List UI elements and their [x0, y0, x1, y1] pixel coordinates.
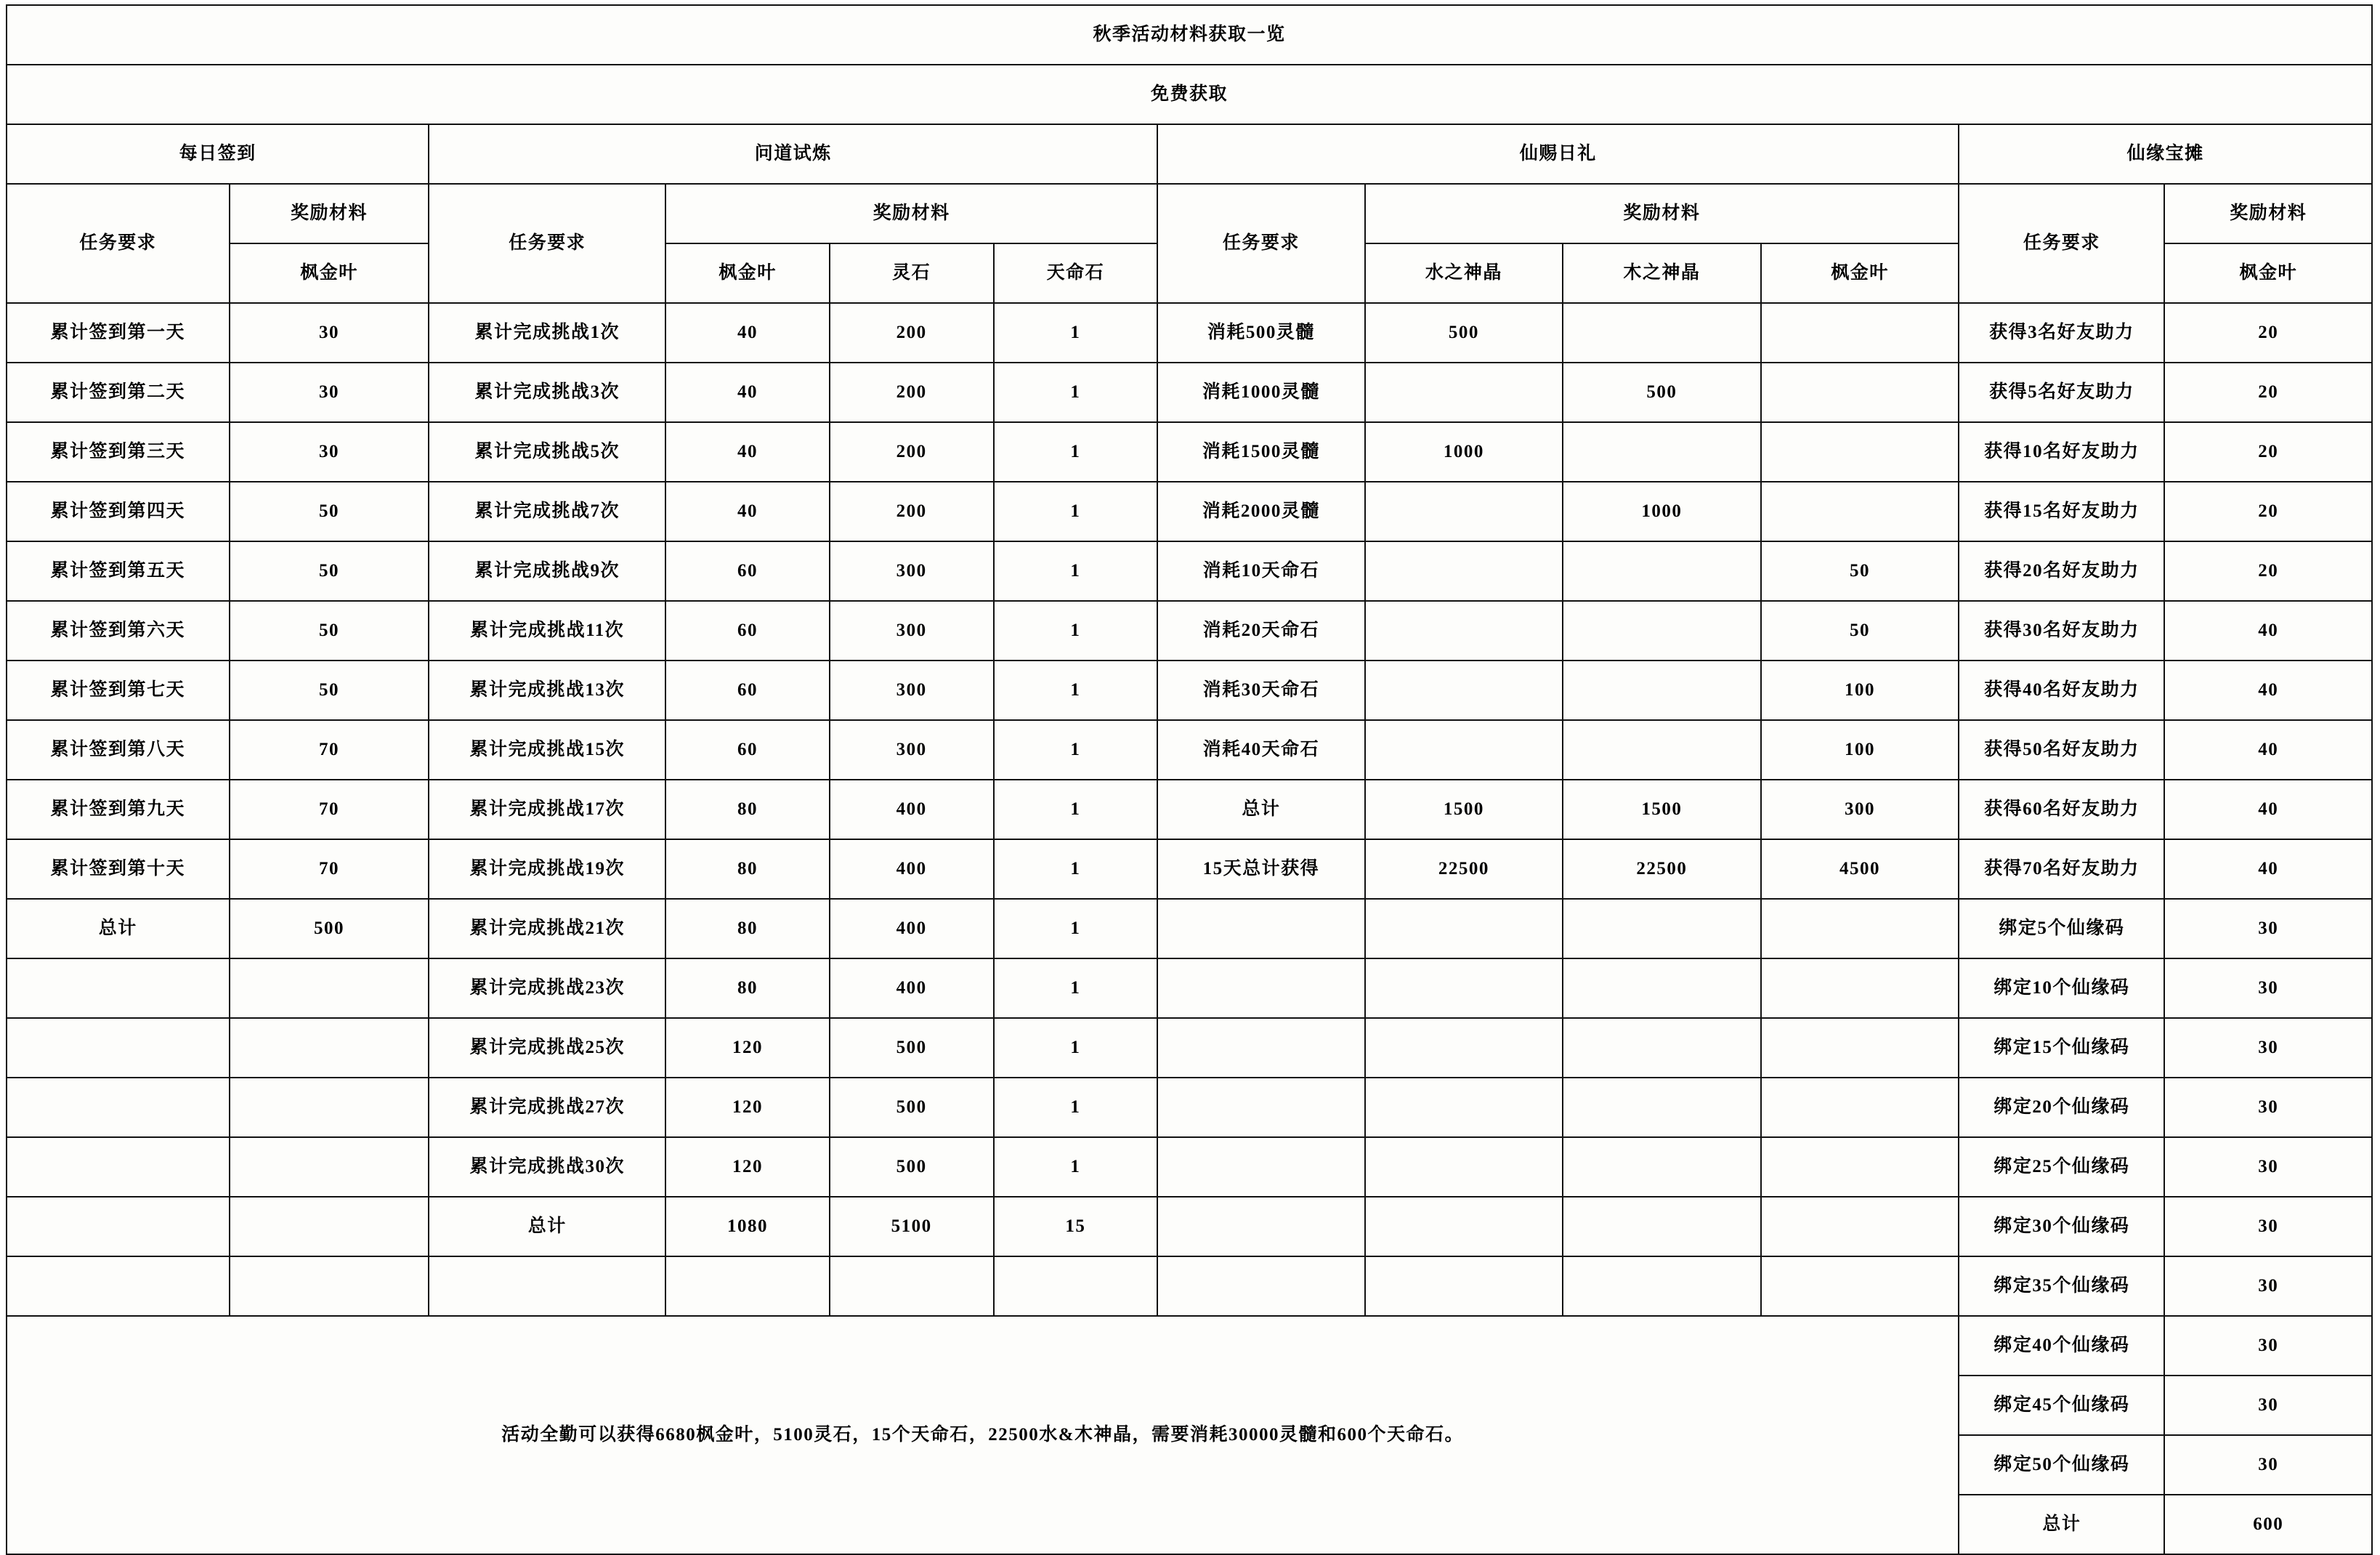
table-row	[7, 1316, 2372, 1376]
cell-stall-task[interactable]: 总计	[1959, 1495, 2164, 1554]
cell-trial-fengjinye[interactable]: 1080	[665, 1197, 830, 1256]
cell-stall-fengjinye[interactable]: 30	[2164, 958, 2372, 1018]
colhead-trial-task: 任务要求	[429, 184, 665, 303]
cell-stall-task[interactable]: 获得20名好友助力	[1959, 541, 2164, 601]
cell-gift-shuizhishenjing[interactable]	[1365, 601, 1563, 661]
cell-trial-task[interactable]: 累计完成挑战17次	[429, 780, 665, 839]
cell-daily-task[interactable]: 累计签到第四天	[7, 482, 230, 541]
cell-trial-lingshi[interactable]: 5100	[830, 1197, 994, 1256]
cell-trial-task[interactable]: 累计完成挑战30次	[429, 1137, 665, 1197]
cell-gift-shuizhishenjing[interactable]	[1365, 958, 1563, 1018]
cell-gift-fengjinye[interactable]	[1761, 1018, 1959, 1078]
cell-gift-muzhishenjing[interactable]	[1563, 1018, 1761, 1078]
cell-daily-fengjinye[interactable]: 30	[230, 363, 429, 422]
cell-gift-task[interactable]: 消耗2000灵髓	[1157, 482, 1364, 541]
cell-daily-fengjinye[interactable]	[230, 1137, 429, 1197]
cell-daily-task[interactable]	[7, 1078, 230, 1137]
cell-stall-task[interactable]: 获得40名好友助力	[1959, 661, 2164, 720]
cell-stall-fengjinye[interactable]: 20	[2164, 303, 2372, 363]
cell-trial-lingshi[interactable]: 200	[830, 482, 994, 541]
cell-daily-fengjinye[interactable]	[230, 1078, 429, 1137]
cell-gift-fengjinye[interactable]: 300	[1761, 780, 1959, 839]
cell-daily-fengjinye[interactable]: 50	[230, 482, 429, 541]
title-row	[7, 5, 2372, 65]
cell-gift-shuizhishenjing[interactable]	[1365, 1137, 1563, 1197]
table-row	[7, 303, 2372, 363]
cell-trial-task[interactable]: 累计完成挑战19次	[429, 839, 665, 899]
cell-daily-fengjinye[interactable]: 30	[230, 303, 429, 363]
page-title: 秋季活动材料获取一览	[7, 5, 2372, 65]
cell-gift-muzhishenjing[interactable]	[1563, 720, 1761, 780]
section-title-free: 免费获取	[7, 65, 2372, 124]
colhead-trial-mat-tianmingshi: 天命石	[994, 243, 1158, 303]
cell-trial-task[interactable]: 累计完成挑战21次	[429, 899, 665, 958]
cell-trial-tianmingshi[interactable]: 1	[994, 541, 1158, 601]
cell-stall-task[interactable]: 绑定40个仙缘码	[1959, 1316, 2164, 1376]
cell-daily-task[interactable]: 累计签到第一天	[7, 303, 230, 363]
cell-gift-task[interactable]: 消耗30天命石	[1157, 661, 1364, 720]
cell-gift-task[interactable]	[1157, 899, 1364, 958]
cell-gift-fengjinye[interactable]	[1761, 363, 1959, 422]
cell-trial-fengjinye[interactable]: 40	[665, 303, 830, 363]
cell-gift-muzhishenjing[interactable]	[1563, 958, 1761, 1018]
colhead-trial-mat-fengjinye: 枫金叶	[665, 243, 830, 303]
cell-trial-tianmingshi[interactable]: 1	[994, 839, 1158, 899]
colhead-daily-reward: 奖励材料	[230, 184, 429, 243]
cell-stall-fengjinye[interactable]: 30	[2164, 1316, 2372, 1376]
cell-stall-fengjinye[interactable]: 30	[2164, 1376, 2372, 1435]
cell-daily-fengjinye[interactable]	[230, 1197, 429, 1256]
cell-trial-fengjinye[interactable]: 120	[665, 1078, 830, 1137]
cell-daily-task[interactable]	[7, 1256, 230, 1316]
cell-gift-shuizhishenjing[interactable]	[1365, 899, 1563, 958]
table-row	[7, 720, 2372, 780]
cell-trial-tianmingshi[interactable]: 1	[994, 899, 1158, 958]
cell-daily-fengjinye[interactable]: 70	[230, 839, 429, 899]
cell-trial-fengjinye[interactable]: 80	[665, 839, 830, 899]
cell-daily-task[interactable]	[7, 1018, 230, 1078]
cell-stall-task[interactable]: 绑定45个仙缘码	[1959, 1376, 2164, 1435]
table-row	[7, 1018, 2372, 1078]
cell-trial-tianmingshi[interactable]: 1	[994, 720, 1158, 780]
cell-trial-fengjinye[interactable]: 80	[665, 899, 830, 958]
cell-trial-tianmingshi[interactable]: 1	[994, 780, 1158, 839]
cell-trial-lingshi[interactable]: 300	[830, 661, 994, 720]
cell-gift-shuizhishenjing[interactable]: 500	[1365, 303, 1563, 363]
cell-daily-task[interactable]: 累计签到第十天	[7, 839, 230, 899]
cell-stall-fengjinye[interactable]: 30	[2164, 1435, 2372, 1495]
cell-trial-fengjinye[interactable]: 120	[665, 1137, 830, 1197]
cell-trial-fengjinye[interactable]: 60	[665, 601, 830, 661]
colhead-gift-mat-fengjinye: 枫金叶	[1761, 243, 1959, 303]
cell-gift-shuizhishenjing[interactable]	[1365, 1078, 1563, 1137]
cell-trial-tianmingshi[interactable]	[994, 1256, 1158, 1316]
table-row	[7, 780, 2372, 839]
cell-daily-fengjinye[interactable]	[230, 1018, 429, 1078]
cell-gift-fengjinye[interactable]: 100	[1761, 661, 1959, 720]
cell-trial-lingshi[interactable]: 500	[830, 1137, 994, 1197]
cell-daily-task[interactable]: 累计签到第五天	[7, 541, 230, 601]
cell-stall-fengjinye[interactable]: 20	[2164, 363, 2372, 422]
cell-gift-fengjinye[interactable]	[1761, 899, 1959, 958]
table-row	[7, 1256, 2372, 1316]
cell-trial-task[interactable]: 累计完成挑战5次	[429, 422, 665, 482]
cell-daily-task[interactable]: 累计签到第六天	[7, 601, 230, 661]
cell-trial-lingshi[interactable]: 500	[830, 1018, 994, 1078]
colhead-stall-reward: 奖励材料	[2164, 184, 2372, 243]
cell-gift-fengjinye[interactable]: 100	[1761, 720, 1959, 780]
cell-gift-fengjinye[interactable]: 50	[1761, 601, 1959, 661]
table-body	[7, 5, 2372, 1554]
cell-stall-task[interactable]: 获得30名好友助力	[1959, 601, 2164, 661]
cell-gift-shuizhishenjing[interactable]	[1365, 482, 1563, 541]
cell-daily-fengjinye[interactable]: 50	[230, 601, 429, 661]
cell-gift-fengjinye[interactable]: 4500	[1761, 839, 1959, 899]
cell-trial-task[interactable]: 累计完成挑战9次	[429, 541, 665, 601]
cell-trial-fengjinye[interactable]: 80	[665, 958, 830, 1018]
cell-trial-tianmingshi[interactable]: 1	[994, 601, 1158, 661]
colhead-gift-mat-shuizhishenjing: 水之神晶	[1365, 243, 1563, 303]
cell-trial-task[interactable]: 累计完成挑战13次	[429, 661, 665, 720]
cell-gift-muzhishenjing[interactable]	[1563, 899, 1761, 958]
colhead-stall-mat-fengjinye: 枫金叶	[2164, 243, 2372, 303]
cell-gift-task[interactable]	[1157, 1137, 1364, 1197]
cell-gift-shuizhishenjing[interactable]	[1365, 661, 1563, 720]
cell-trial-task[interactable]: 累计完成挑战27次	[429, 1078, 665, 1137]
cell-daily-task[interactable]: 总计	[7, 899, 230, 958]
cell-gift-fengjinye[interactable]: 50	[1761, 541, 1959, 601]
cell-daily-task[interactable]: 累计签到第九天	[7, 780, 230, 839]
table-row	[7, 1078, 2372, 1137]
cell-stall-fengjinye[interactable]: 600	[2164, 1495, 2372, 1554]
cell-trial-lingshi[interactable]	[830, 1256, 994, 1316]
cell-gift-muzhishenjing[interactable]	[1563, 1137, 1761, 1197]
cell-gift-muzhishenjing[interactable]	[1563, 303, 1761, 363]
cell-gift-task[interactable]: 消耗10天命石	[1157, 541, 1364, 601]
cell-trial-fengjinye[interactable]: 120	[665, 1018, 830, 1078]
cell-trial-lingshi[interactable]: 400	[830, 780, 994, 839]
cell-daily-fengjinye[interactable]	[230, 1256, 429, 1316]
cell-daily-task[interactable]: 累计签到第七天	[7, 661, 230, 720]
table-row	[7, 422, 2372, 482]
cell-gift-fengjinye[interactable]	[1761, 422, 1959, 482]
cell-stall-task[interactable]: 获得15名好友助力	[1959, 482, 2164, 541]
cell-trial-lingshi[interactable]: 200	[830, 303, 994, 363]
group-header-gift: 仙赐日礼	[1157, 124, 1959, 184]
cell-stall-fengjinye[interactable]: 30	[2164, 899, 2372, 958]
cell-stall-task[interactable]: 获得5名好友助力	[1959, 363, 2164, 422]
cell-trial-lingshi[interactable]: 300	[830, 601, 994, 661]
cell-daily-task[interactable]	[7, 1197, 230, 1256]
cell-gift-fengjinye[interactable]	[1761, 303, 1959, 363]
cell-gift-muzhishenjing[interactable]	[1563, 1256, 1761, 1316]
group-header-row	[7, 124, 2372, 184]
cell-trial-fengjinye[interactable]: 40	[665, 482, 830, 541]
cell-trial-task[interactable]: 累计完成挑战1次	[429, 303, 665, 363]
cell-gift-fengjinye[interactable]	[1761, 1256, 1959, 1316]
cell-trial-lingshi[interactable]: 400	[830, 839, 994, 899]
table-row	[7, 839, 2372, 899]
cell-gift-muzhishenjing[interactable]	[1563, 541, 1761, 601]
cell-gift-shuizhishenjing[interactable]: 22500	[1365, 839, 1563, 899]
cell-daily-fengjinye[interactable]: 70	[230, 780, 429, 839]
cell-stall-fengjinye[interactable]: 20	[2164, 541, 2372, 601]
cell-stall-task[interactable]: 绑定15个仙缘码	[1959, 1018, 2164, 1078]
colhead-daily-task: 任务要求	[7, 184, 230, 303]
colhead-gift-mat-muzhishenjing: 木之神晶	[1563, 243, 1761, 303]
cell-trial-tianmingshi[interactable]: 1	[994, 303, 1158, 363]
cell-stall-task[interactable]: 绑定5个仙缘码	[1959, 899, 2164, 958]
cell-trial-lingshi[interactable]: 200	[830, 422, 994, 482]
cell-gift-task[interactable]: 消耗1500灵髓	[1157, 422, 1364, 482]
cell-stall-task[interactable]: 获得60名好友助力	[1959, 780, 2164, 839]
table-row	[7, 899, 2372, 958]
cell-stall-fengjinye[interactable]: 30	[2164, 1078, 2372, 1137]
cell-stall-task[interactable]: 绑定10个仙缘码	[1959, 958, 2164, 1018]
cell-gift-task[interactable]	[1157, 1078, 1364, 1137]
table-row	[7, 541, 2372, 601]
cell-gift-muzhishenjing[interactable]	[1563, 1078, 1761, 1137]
cell-gift-task[interactable]: 消耗1000灵髓	[1157, 363, 1364, 422]
cell-stall-task[interactable]: 绑定30个仙缘码	[1959, 1197, 2164, 1256]
table-row	[7, 363, 2372, 422]
column-header-row-1	[7, 184, 2372, 243]
cell-stall-fengjinye[interactable]: 30	[2164, 1018, 2372, 1078]
colhead-gift-reward: 奖励材料	[1365, 184, 1959, 243]
cell-stall-fengjinye[interactable]: 30	[2164, 1197, 2372, 1256]
cell-trial-lingshi[interactable]: 300	[830, 541, 994, 601]
cell-gift-fengjinye[interactable]	[1761, 1137, 1959, 1197]
cell-stall-task[interactable]: 绑定35个仙缘码	[1959, 1256, 2164, 1316]
cell-stall-fengjinye[interactable]: 40	[2164, 780, 2372, 839]
cell-gift-shuizhishenjing[interactable]: 1000	[1365, 422, 1563, 482]
cell-trial-fengjinye[interactable]: 40	[665, 422, 830, 482]
cell-gift-shuizhishenjing[interactable]	[1365, 363, 1563, 422]
cell-trial-task[interactable]: 累计完成挑战23次	[429, 958, 665, 1018]
cell-gift-muzhishenjing[interactable]: 22500	[1563, 839, 1761, 899]
cell-trial-tianmingshi[interactable]: 1	[994, 958, 1158, 1018]
cell-trial-task[interactable]: 总计	[429, 1197, 665, 1256]
cell-gift-task[interactable]: 消耗500灵髓	[1157, 303, 1364, 363]
cell-gift-shuizhishenjing[interactable]: 1500	[1365, 780, 1563, 839]
cell-trial-lingshi[interactable]: 200	[830, 363, 994, 422]
cell-stall-fengjinye[interactable]: 40	[2164, 601, 2372, 661]
cell-gift-task[interactable]: 消耗20天命石	[1157, 601, 1364, 661]
cell-gift-shuizhishenjing[interactable]	[1365, 720, 1563, 780]
cell-stall-fengjinye[interactable]: 30	[2164, 1137, 2372, 1197]
cell-gift-muzhishenjing[interactable]: 1000	[1563, 482, 1761, 541]
cell-stall-task[interactable]: 获得3名好友助力	[1959, 303, 2164, 363]
cell-trial-task[interactable]: 累计完成挑战25次	[429, 1018, 665, 1078]
cell-trial-lingshi[interactable]: 400	[830, 958, 994, 1018]
cell-trial-task[interactable]: 累计完成挑战7次	[429, 482, 665, 541]
cell-gift-shuizhishenjing[interactable]	[1365, 541, 1563, 601]
cell-trial-task[interactable]: 累计完成挑战3次	[429, 363, 665, 422]
group-header-trial: 问道试炼	[429, 124, 1157, 184]
cell-stall-fengjinye[interactable]: 40	[2164, 839, 2372, 899]
cell-stall-fengjinye[interactable]: 40	[2164, 661, 2372, 720]
cell-gift-task[interactable]: 总计	[1157, 780, 1364, 839]
table-row	[7, 1197, 2372, 1256]
cell-stall-fengjinye[interactable]: 40	[2164, 720, 2372, 780]
cell-gift-muzhishenjing[interactable]	[1563, 661, 1761, 720]
table-row	[7, 1137, 2372, 1197]
table-row	[7, 601, 2372, 661]
cell-trial-lingshi[interactable]: 500	[830, 1078, 994, 1137]
cell-trial-task[interactable]	[429, 1256, 665, 1316]
cell-gift-fengjinye[interactable]	[1761, 958, 1959, 1018]
cell-gift-shuizhishenjing[interactable]	[1365, 1256, 1563, 1316]
cell-daily-task[interactable]: 累计签到第三天	[7, 422, 230, 482]
cell-gift-task[interactable]: 15天总计获得	[1157, 839, 1364, 899]
cell-trial-fengjinye[interactable]: 40	[665, 363, 830, 422]
cell-gift-muzhishenjing[interactable]	[1563, 1197, 1761, 1256]
cell-trial-tianmingshi[interactable]: 1	[994, 363, 1158, 422]
cell-trial-tianmingshi[interactable]: 15	[994, 1197, 1158, 1256]
cell-trial-tianmingshi[interactable]: 1	[994, 422, 1158, 482]
cell-gift-shuizhishenjing[interactable]	[1365, 1018, 1563, 1078]
cell-stall-task[interactable]: 绑定25个仙缘码	[1959, 1137, 2164, 1197]
cell-gift-task[interactable]	[1157, 958, 1364, 1018]
cell-daily-task[interactable]	[7, 958, 230, 1018]
group-header-stall: 仙缘宝摊	[1959, 124, 2372, 184]
table-row	[7, 958, 2372, 1018]
table-row	[7, 482, 2372, 541]
cell-gift-task[interactable]	[1157, 1197, 1364, 1256]
cell-trial-fengjinye[interactable]: 60	[665, 661, 830, 720]
cell-stall-fengjinye[interactable]: 20	[2164, 482, 2372, 541]
cell-daily-task[interactable]	[7, 1137, 230, 1197]
cell-trial-lingshi[interactable]: 400	[830, 899, 994, 958]
cell-stall-task[interactable]: 获得10名好友助力	[1959, 422, 2164, 482]
cell-daily-fengjinye[interactable]: 50	[230, 541, 429, 601]
colhead-gift-task: 任务要求	[1157, 184, 1364, 303]
cell-daily-fengjinye[interactable]	[230, 958, 429, 1018]
cell-gift-muzhishenjing[interactable]	[1563, 422, 1761, 482]
cell-daily-task[interactable]: 累计签到第八天	[7, 720, 230, 780]
cell-trial-tianmingshi[interactable]: 1	[994, 1018, 1158, 1078]
cell-trial-tianmingshi[interactable]: 1	[994, 1137, 1158, 1197]
colhead-trial-mat-lingshi: 灵石	[830, 243, 994, 303]
cell-daily-fengjinye[interactable]: 30	[230, 422, 429, 482]
cell-trial-tianmingshi[interactable]: 1	[994, 1078, 1158, 1137]
cell-daily-fengjinye[interactable]: 50	[230, 661, 429, 720]
cell-gift-fengjinye[interactable]	[1761, 482, 1959, 541]
cell-daily-fengjinye[interactable]: 500	[230, 899, 429, 958]
cell-trial-fengjinye[interactable]: 80	[665, 780, 830, 839]
cell-stall-task[interactable]: 绑定20个仙缘码	[1959, 1078, 2164, 1137]
cell-gift-muzhishenjing[interactable]: 1500	[1563, 780, 1761, 839]
cell-stall-task[interactable]: 获得70名好友助力	[1959, 839, 2164, 899]
subtitle-row	[7, 65, 2372, 124]
table-row	[7, 661, 2372, 720]
cell-trial-tianmingshi[interactable]: 1	[994, 661, 1158, 720]
activity-material-table	[6, 4, 2373, 1555]
cell-daily-fengjinye[interactable]: 70	[230, 720, 429, 780]
cell-trial-lingshi[interactable]: 300	[830, 720, 994, 780]
cell-gift-task[interactable]: 消耗40天命石	[1157, 720, 1364, 780]
cell-stall-fengjinye[interactable]: 20	[2164, 422, 2372, 482]
colhead-stall-task: 任务要求	[1959, 184, 2164, 303]
cell-daily-task[interactable]: 累计签到第二天	[7, 363, 230, 422]
cell-gift-task[interactable]	[1157, 1256, 1364, 1316]
cell-stall-fengjinye[interactable]: 30	[2164, 1256, 2372, 1316]
group-header-daily: 每日签到	[7, 124, 429, 184]
cell-trial-task[interactable]: 累计完成挑战15次	[429, 720, 665, 780]
cell-gift-fengjinye[interactable]	[1761, 1078, 1959, 1137]
cell-trial-fengjinye[interactable]: 60	[665, 541, 830, 601]
cell-trial-task[interactable]: 累计完成挑战11次	[429, 601, 665, 661]
cell-gift-fengjinye[interactable]	[1761, 1197, 1959, 1256]
colhead-daily-mat-fengjinye: 枫金叶	[230, 243, 429, 303]
cell-trial-tianmingshi[interactable]: 1	[994, 482, 1158, 541]
colhead-trial-reward: 奖励材料	[665, 184, 1157, 243]
summary-note: 活动全勤可以获得6680枫金叶，5100灵石，15个天命石，22500水&木神晶，需要消耗30000灵髓和600个天命石。	[7, 1316, 1959, 1554]
cell-gift-shuizhishenjing[interactable]	[1365, 1197, 1563, 1256]
cell-trial-fengjinye[interactable]: 60	[665, 720, 830, 780]
cell-gift-muzhishenjing[interactable]: 500	[1563, 363, 1761, 422]
cell-trial-fengjinye[interactable]	[665, 1256, 830, 1316]
cell-stall-task[interactable]: 获得50名好友助力	[1959, 720, 2164, 780]
cell-gift-task[interactable]	[1157, 1018, 1364, 1078]
cell-stall-task[interactable]: 绑定50个仙缘码	[1959, 1435, 2164, 1495]
cell-gift-muzhishenjing[interactable]	[1563, 601, 1761, 661]
